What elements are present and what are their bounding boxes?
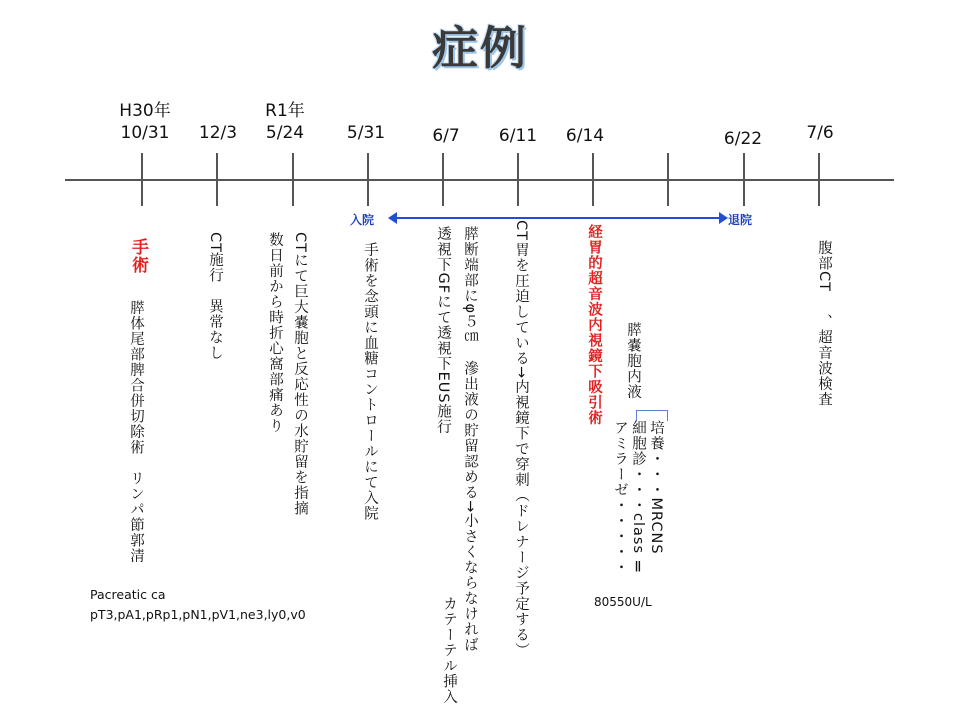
fluid-amylase: アミラーゼ・・・・・: [612, 420, 628, 575]
day-label: 12/3: [198, 123, 238, 143]
date-label-0607: [416, 125, 476, 147]
tick-0614: [592, 153, 594, 181]
date-label-0614: [555, 125, 615, 147]
event-0706-col2: 、超音波検査: [816, 314, 832, 407]
day-label: 5/24: [265, 123, 305, 143]
date-label-0706: [790, 122, 850, 144]
tick-blank: [667, 153, 669, 181]
tick-0607-down: [442, 180, 444, 206]
day-label: 10/31: [120, 123, 170, 143]
event-0531: 手術を念頭に血糖コントロールにて入院: [362, 242, 378, 521]
event-0524-col2: 数日前から時折心窩部痛あり: [267, 232, 283, 434]
pathology-line2: pT3,pA1,pRp1,pN1,pV1,ne3,ly0,v0: [90, 607, 306, 622]
slide-title: 症例: [432, 21, 528, 75]
tick-1203: [216, 153, 218, 181]
fluid-culture: 培養・・・MRCNS: [648, 420, 664, 555]
pathology-line1: Pacreatic ca: [90, 587, 166, 602]
event-0607-col2: 膵断端部にφ５㎝ 滲出液の貯留認める→小さくならなければ: [462, 226, 478, 653]
fluid-title: 膵嚢胞内液: [625, 322, 641, 400]
event-0611-col2: 胃を圧迫している→内視鏡下で穿刺（ドレナージ予定する）: [513, 242, 529, 659]
date-label-1203: [188, 122, 248, 144]
year-label: R1年: [265, 101, 305, 121]
event-0524-col1: CTにて巨大嚢胞と反応性の水貯留を指摘: [292, 232, 308, 517]
date-label-1031: [110, 100, 180, 144]
event-0607-col1: 透視下GFにて透視下EUS施行: [435, 226, 451, 435]
year-label: H30年: [119, 101, 171, 121]
ct1203-col2: 施行 異常なし: [207, 252, 223, 361]
tick-0622-down: [743, 180, 745, 206]
tick-0622: [743, 153, 745, 181]
tick-0531: [367, 153, 369, 181]
tick-0614-down: [592, 180, 594, 206]
amylase-value: 80550U/L: [594, 595, 652, 609]
ct1203-col1: CT: [207, 232, 223, 253]
discharge-label: 退院: [728, 213, 753, 227]
event-0614: 経胃的超音波内視鏡下吸引術: [586, 224, 602, 426]
tick-1031-down: [141, 180, 143, 206]
tick-0524: [292, 153, 294, 181]
tick-1031: [141, 153, 143, 181]
date-label-0524: [250, 100, 320, 144]
date-label-0611: [488, 125, 548, 147]
tick-1203-down: [216, 180, 218, 206]
tick-0531-down: [367, 180, 369, 206]
surgery-detail: 膵体尾部脾合併切除術 リンパ節郭清: [128, 300, 144, 564]
day-label: 6/11: [498, 126, 538, 146]
day-label: 5/31: [346, 123, 386, 143]
tick-0611: [517, 153, 519, 181]
surgery-title: 手術: [128, 238, 148, 274]
day-label: 6/7: [432, 126, 460, 146]
day-label: 7/6: [806, 123, 834, 143]
event-0611-col1: CT: [513, 220, 529, 241]
arrow-right-icon: [719, 212, 728, 224]
date-label-0622: [713, 128, 773, 150]
tick-0706-down: [818, 180, 820, 206]
tick-0607: [442, 153, 444, 181]
tick-blank-down: [667, 180, 669, 206]
date-label-0531: [336, 122, 396, 144]
day-label: 6/22: [723, 129, 763, 149]
day-label: 6/14: [565, 126, 605, 146]
tick-0524-down: [292, 180, 294, 206]
fluid-cytology: 細胞診・・・class Ⅱ: [630, 420, 646, 577]
timeline-axis: [65, 179, 894, 181]
tick-0706: [818, 153, 820, 181]
tick-0611-down: [517, 180, 519, 206]
admission-label: 入院: [350, 213, 375, 227]
admission-arrow: [392, 217, 722, 219]
event-0607-col3: カテーテル挿入: [441, 596, 457, 705]
event-0706-col1: 腹部CT: [816, 240, 832, 292]
